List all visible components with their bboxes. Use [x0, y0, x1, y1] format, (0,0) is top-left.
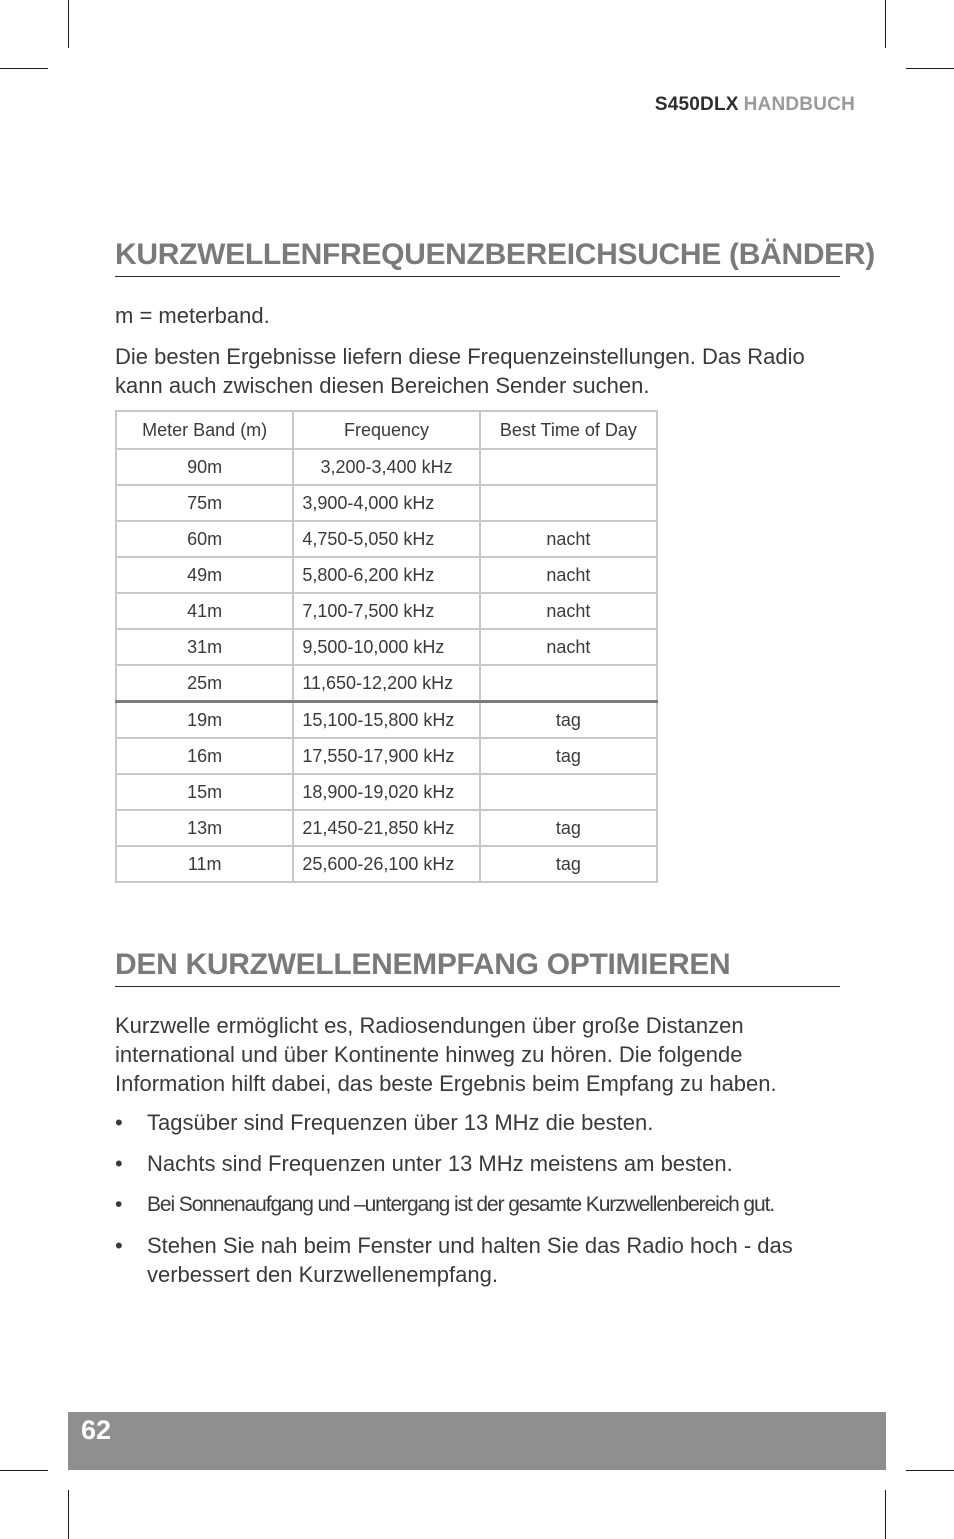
- frequency-cell: 11,650-12,200 kHz: [293, 665, 479, 702]
- tip-text: Stehen Sie nah beim Fenster und halten Sie das Radio hoch - das verbessert den Kurzwellenempfang.: [147, 1233, 793, 1287]
- frequency-cell: 7,100-7,500 kHz: [293, 593, 479, 629]
- running-header: [655, 94, 855, 116]
- section-title-optimize: DEN KURZWELLENEMPFANG OPTIMIEREN: [115, 948, 840, 987]
- time-cell: [480, 449, 657, 485]
- bullet-icon: •: [115, 1193, 122, 1216]
- table-row: [116, 774, 657, 810]
- table-row: [116, 629, 657, 665]
- time-cell: tag: [480, 738, 657, 774]
- table-row: [116, 449, 657, 485]
- frequency-table: [115, 410, 658, 883]
- frequency-cell: 17,550-17,900 kHz: [293, 738, 479, 774]
- table-row: [116, 557, 657, 593]
- doc-type: HANDBUCH: [743, 94, 855, 115]
- table-row: [116, 521, 657, 557]
- bands-intro: Die besten Ergebnisse liefern diese Frequenzeinstellungen. Das Radio kann auch zwischen diesen Bereichen Sender suchen.: [115, 344, 805, 398]
- time-cell: nacht: [480, 521, 657, 557]
- band-cell: 60m: [116, 521, 293, 557]
- table-row: [116, 665, 657, 702]
- table-row: [116, 846, 657, 882]
- frequency-cell: 4,750-5,050 kHz: [293, 521, 479, 557]
- tips-list: [115, 1108, 840, 1301]
- time-cell: [480, 485, 657, 521]
- band-cell: 41m: [116, 593, 293, 629]
- band-cell: 13m: [116, 810, 293, 846]
- list-item: [115, 1190, 840, 1219]
- time-cell: tag: [480, 702, 657, 739]
- band-cell: 49m: [116, 557, 293, 593]
- tip-text: Tagsüber sind Frequenzen über 13 MHz die besten.: [147, 1110, 654, 1135]
- section-title-bands: KURZWELLENFREQUENZBEREICHSUCHE (BÄNDER): [115, 238, 840, 277]
- optimize-intro: Kurzwelle ermöglicht es, Radiosendungen über große Distanzen international und über Kontinente hinweg zu hören. Die folgende Information hilft dabei, das beste Ergebnis beim Empfang zu haben.: [115, 1013, 777, 1096]
- time-cell: tag: [480, 810, 657, 846]
- band-cell: 90m: [116, 449, 293, 485]
- crop-mark: [0, 68, 48, 69]
- table-header-row: [116, 411, 657, 449]
- model-name: S450DLX: [654, 94, 739, 115]
- time-cell: nacht: [480, 629, 657, 665]
- crop-mark: [885, 0, 886, 48]
- band-cell: 11m: [116, 846, 293, 882]
- table-row: [116, 810, 657, 846]
- frequency-cell: 5,800-6,200 kHz: [293, 557, 479, 593]
- band-cell: 19m: [116, 702, 293, 739]
- band-cell: 25m: [116, 665, 293, 702]
- band-cell: 31m: [116, 629, 293, 665]
- band-cell: 15m: [116, 774, 293, 810]
- time-cell: [480, 774, 657, 810]
- tip-text: Nachts sind Frequenzen unter 13 MHz meistens am besten.: [147, 1151, 733, 1176]
- band-cell: 16m: [116, 738, 293, 774]
- bullet-icon: •: [115, 1151, 123, 1176]
- time-cell: [480, 665, 657, 702]
- crop-mark: [906, 68, 954, 69]
- crop-mark: [885, 1490, 886, 1539]
- crop-mark: [68, 0, 69, 48]
- table-row: [116, 702, 657, 739]
- column-header: Best Time of Day: [480, 411, 657, 449]
- table-row: [116, 593, 657, 629]
- list-item: [115, 1231, 840, 1289]
- time-cell: nacht: [480, 557, 657, 593]
- page-number: 62: [81, 1415, 112, 1445]
- time-cell: nacht: [480, 593, 657, 629]
- bullet-icon: •: [115, 1110, 123, 1135]
- column-header: Frequency: [293, 411, 479, 449]
- band-cell: 75m: [116, 485, 293, 521]
- table-row: [116, 738, 657, 774]
- frequency-cell: 9,500-10,000 kHz: [293, 629, 479, 665]
- frequency-cell: 21,450-21,850 kHz: [293, 810, 479, 846]
- crop-mark: [906, 1470, 954, 1471]
- column-header: Meter Band (m): [116, 411, 293, 449]
- meterband-note: m = meterband.: [115, 303, 270, 328]
- frequency-cell: 18,900-19,020 kHz: [293, 774, 479, 810]
- tip-text: Bei Sonnenaufgang und –untergang ist der gesamte Kurzwellenbereich gut.: [147, 1193, 775, 1216]
- footer-bar: [68, 1412, 886, 1470]
- crop-mark: [0, 1470, 48, 1471]
- crop-mark: [68, 1490, 69, 1539]
- list-item: [115, 1108, 840, 1137]
- frequency-cell: 15,100-15,800 kHz: [293, 702, 479, 739]
- time-cell: tag: [480, 846, 657, 882]
- frequency-cell: 3,900-4,000 kHz: [293, 485, 479, 521]
- list-item: [115, 1149, 840, 1178]
- frequency-cell: 3,200-3,400 kHz: [293, 449, 479, 485]
- bullet-icon: •: [115, 1233, 123, 1258]
- frequency-cell: 25,600-26,100 kHz: [293, 846, 479, 882]
- table-row: [116, 485, 657, 521]
